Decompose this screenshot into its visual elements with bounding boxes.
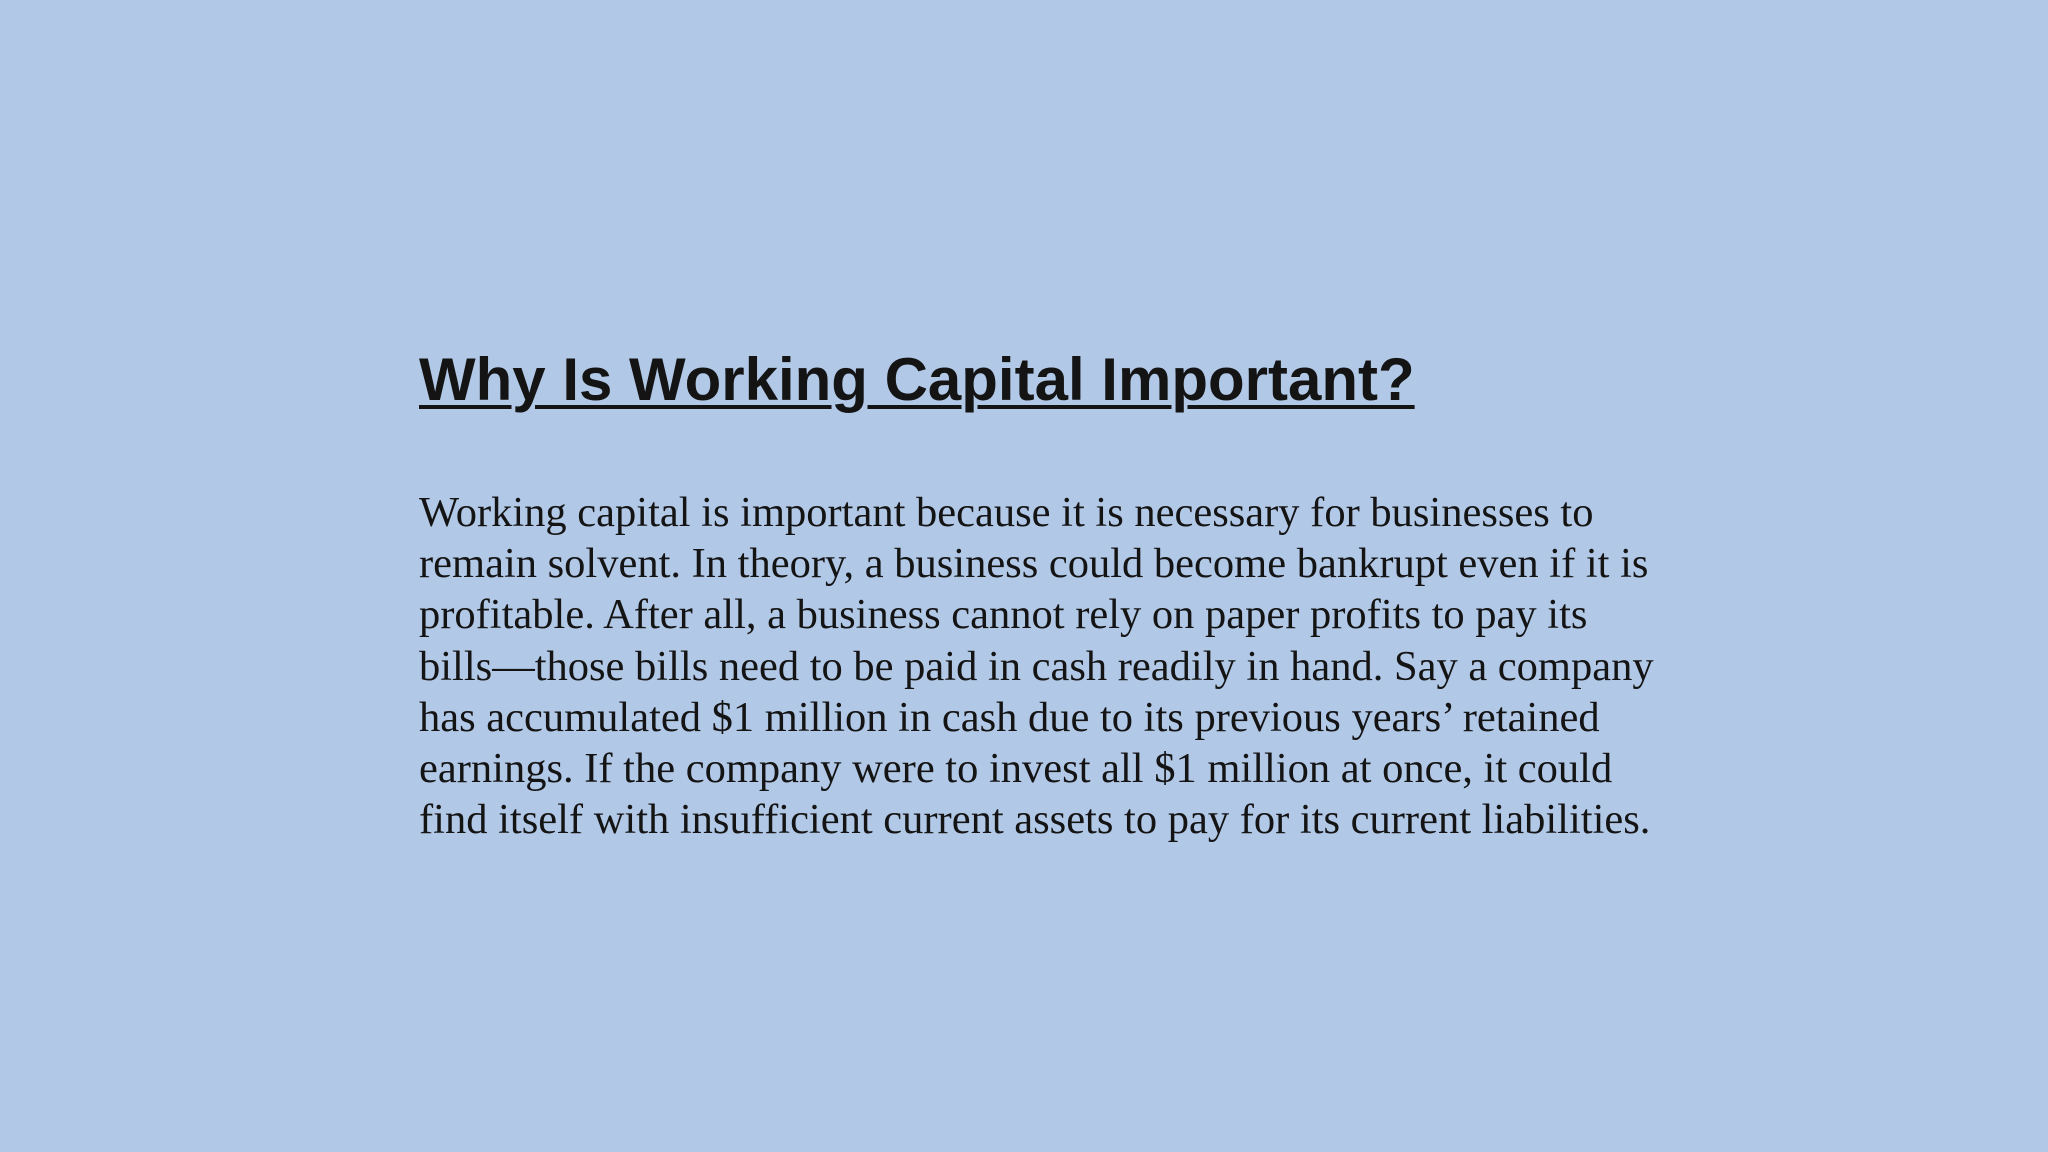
body-line-5: has accumulated $1 million in cash due to its previous years’ retained (419, 693, 1600, 741)
body-line-3: profitable. After all, a business cannot rely on paper profits to pay its (419, 591, 1588, 639)
body-line-6: earnings. If the company were to invest all $1 million at once, it could (419, 745, 1613, 793)
slide-title: Why Is Working Capital Important? (419, 346, 1415, 413)
body-line-4: bills—those bills need to be paid in cash readily in hand. Say a company (419, 642, 1654, 690)
body-paragraph (419, 487, 1719, 845)
body-line-1: Working capital is important because it is necessary for businesses to (419, 489, 1594, 536)
body-line-7: find itself with insufficient current assets to pay for its current liabilities. (419, 796, 1651, 844)
slide-content (419, 342, 1719, 844)
body-line-2: remain solvent. In theory, a business could become bankrupt even if it is (419, 540, 1649, 588)
